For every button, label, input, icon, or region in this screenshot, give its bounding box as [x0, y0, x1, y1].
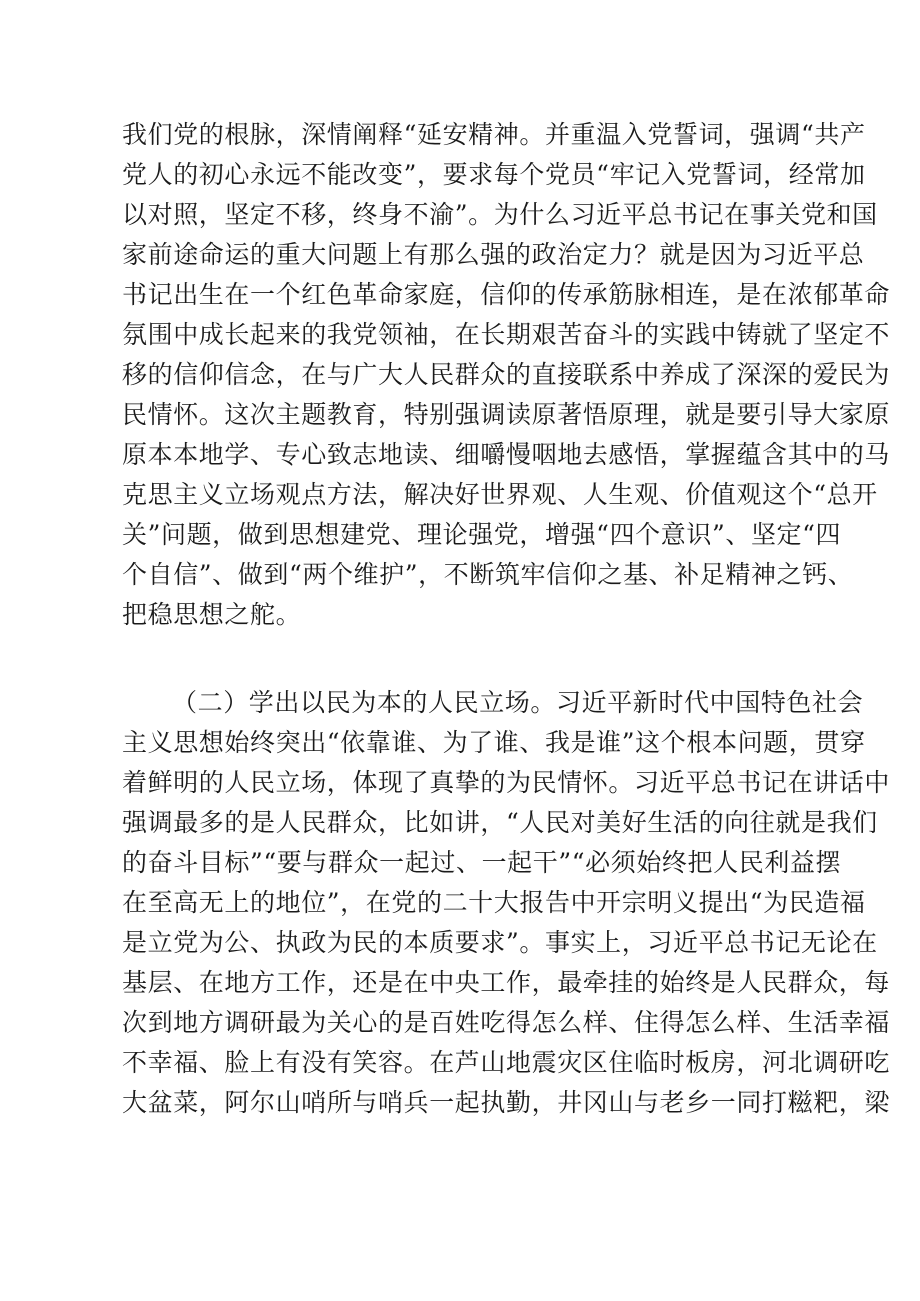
paragraph-line: 着鲜明的人民立场，体现了真挚的为民情怀。习近平总书记在讲话中	[122, 768, 891, 797]
paragraph-line: 在至高无上的地位”，在党的二十大报告中开宗明义提出“为民造福	[122, 888, 866, 917]
paragraph-line: 主义思想始终突出“依靠谁、为了谁、我是谁”这个根本问题，贯穿	[122, 728, 866, 757]
paragraph-line: 克思主义立场观点方法，解决好世界观、人生观、价值观这个“总开	[122, 480, 878, 509]
paragraph-line: 我们党的根脉，深情阐释“延安精神。并重温入党誓词，强调“共产	[122, 120, 866, 149]
paragraph-line: 以对照，坚定不移，终身不渝”。为什么习近平总书记在事关党和国	[122, 200, 878, 229]
paragraph-continuation	[122, 115, 891, 635]
paragraph-line: 不幸福、脸上有没有笑容。在芦山地震灾区住临时板房，河北调研吃	[122, 1048, 891, 1077]
paragraph-line: 民情怀。这次主题教育，特别强调读原著悟原理，就是要引导大家原	[122, 400, 891, 429]
paragraph-line: 是立党为公、执政为民的本质要求”。事实上，习近平总书记无论在	[122, 928, 878, 957]
paragraph-line: 关”问题，做到思想建党、理论强党，增强“四个意识”、坚定“四	[122, 520, 842, 549]
paragraph-line: 的奋斗目标”“要与群众一起过、一起干”“必须始终把人民利益摆	[122, 848, 842, 877]
paragraph-line: 把稳思想之舵。	[122, 600, 302, 629]
paragraph-line: 原本本地学、专心致志地读、细嚼慢咽地去感悟，掌握蕴含其中的马	[122, 440, 891, 469]
paragraph-line: 强调最多的是人民群众，比如讲，“人民对美好生活的向往就是我们	[122, 808, 878, 837]
paragraph-line: 移的信仰信念，在与广大人民群众的直接联系中养成了深深的爱民为	[122, 360, 891, 389]
paragraph-line: 书记出生在一个红色革命家庭，信仰的传承筋脉相连，是在浓郁革命	[122, 280, 891, 309]
paragraph-line: 大盆菜，阿尔山哨所与哨兵一起执勤，井冈山与老乡一同打糍粑，梁	[122, 1088, 891, 1117]
paragraph-line: 基层、在地方工作，还是在中央工作，最牵挂的始终是人民群众，每	[122, 968, 891, 997]
section-two-paragraph	[122, 683, 891, 1123]
paragraph-line: 次到地方调研最为关心的是百姓吃得怎么样、住得怎么样、生活幸福	[122, 1008, 891, 1037]
section-heading-line: （二）学出以民为本的人民立场。习近平新时代中国特色社会	[172, 688, 864, 717]
paragraph-line: 家前途命运的重大问题上有那么强的政治定力？就是因为习近平总	[122, 240, 865, 269]
paragraph-line: 氛围中成长起来的我党领袖，在长期艰苦奋斗的实践中铸就了坚定不	[122, 320, 891, 349]
paragraph-line: 党人的初心永远不能改变”，要求每个党员“牢记入党誓词，经常加	[122, 160, 866, 189]
paragraph-line: 个自信”、做到“两个维护”，不断筑牢信仰之基、补足精神之钙、	[122, 560, 854, 589]
